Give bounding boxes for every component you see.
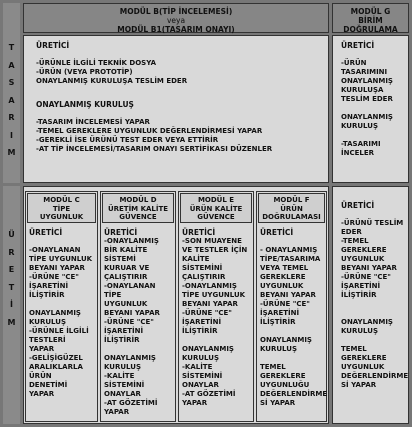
production-item: UYGUNLUĞU bbox=[260, 381, 310, 389]
module-d-body bbox=[104, 228, 173, 417]
production-item: KURUAR VE bbox=[104, 264, 150, 272]
production-item: GEREKLERE bbox=[260, 372, 306, 380]
module-title: MODÜL C bbox=[43, 196, 80, 204]
module-title: MODÜL E bbox=[197, 196, 235, 204]
side-letter: T bbox=[8, 282, 15, 292]
production-item: UYGUNLUK bbox=[260, 282, 304, 290]
uretici-label: ÜRETİCİ bbox=[36, 41, 70, 50]
side-letter: M bbox=[7, 148, 16, 157]
module-f-header bbox=[258, 193, 325, 223]
production-item: VEYA TEMEL bbox=[260, 264, 309, 272]
module-c-column bbox=[25, 191, 98, 422]
production-item: -ÜRÜNE "CE" bbox=[260, 300, 310, 308]
production-item: TİPE UYGUNLUK bbox=[182, 291, 246, 299]
production-item: DEĞERLENDİRME bbox=[260, 390, 328, 398]
side-letter: R bbox=[8, 247, 15, 257]
header-module-g-text bbox=[333, 4, 408, 34]
side-letter: E bbox=[8, 265, 15, 274]
production-item: -AT GÖZETİMİ bbox=[182, 390, 236, 398]
module-title: TİPE bbox=[52, 204, 71, 213]
design-item: İNCELER bbox=[341, 149, 375, 157]
production-item: UYGUNLUK bbox=[104, 300, 148, 308]
onaylanmis-kurulus-label: ONAYLANMIŞ bbox=[182, 345, 234, 353]
uretici-label: ÜRETİCİ bbox=[182, 228, 216, 237]
production-item: UYGUNLUK bbox=[341, 363, 385, 371]
production-item: İŞARETİNİ bbox=[341, 282, 381, 290]
production-item: SİSTEMİNİ bbox=[182, 372, 223, 380]
production-item: SİSTEMİNİ bbox=[104, 381, 145, 389]
module-title: DOĞRULAMASI bbox=[262, 213, 321, 221]
onaylanmis-kurulus-label: KURULUŞ bbox=[260, 345, 297, 353]
production-item: İŞARETİNİ bbox=[104, 327, 144, 335]
side-letter: R bbox=[8, 113, 15, 122]
module-title: MODÜL D bbox=[119, 196, 157, 204]
production-item: TEMEL bbox=[260, 363, 286, 371]
production-item: -ONAYLANMIŞ bbox=[182, 282, 237, 290]
design-item: -GEREKLİ İSE ÜRÜNÜ TEST EDER VEYA ETTİRİR bbox=[36, 136, 219, 144]
design-item: -ÜRÜN bbox=[341, 59, 367, 67]
header-module-b bbox=[23, 3, 329, 33]
production-item: ÇALIŞTIRIR bbox=[182, 273, 226, 281]
design-panel-module-g bbox=[332, 35, 409, 183]
header-module-b-text bbox=[24, 4, 328, 34]
onaylanmis-kurulus-label: KURULUŞ bbox=[182, 354, 219, 362]
production-item: SİSTEMİNİ bbox=[182, 264, 223, 272]
side-letter: M bbox=[7, 317, 16, 327]
module-f-body bbox=[260, 228, 328, 408]
onaylanmis-kurulus-label: ONAYLANMIŞ bbox=[104, 354, 156, 362]
design-item: -AT TİP İNCELEMESİ/TASARIM ONAYI SERTİFİKASI DÜZENLER bbox=[36, 145, 273, 153]
uretici-label: ÜRETİCİ bbox=[341, 201, 375, 210]
uretici-label: ÜRETİCİ bbox=[104, 228, 138, 237]
header-module-g bbox=[332, 3, 409, 33]
production-item: İŞARETİNİ bbox=[182, 318, 222, 326]
uretici-label: ÜRETİCİ bbox=[260, 228, 294, 237]
module-title: ÜRETİM KALİTE bbox=[107, 204, 169, 213]
onaylanmis-kurulus-label: KURULUŞ bbox=[341, 327, 378, 335]
production-item: BEYANI YAPAR bbox=[341, 264, 397, 272]
production-item: -GELİŞİGÜZEL bbox=[29, 354, 83, 362]
production-item: ARALIKLARLA bbox=[29, 363, 83, 371]
production-item: Sİ YAPAR bbox=[260, 399, 296, 407]
side-label-uretim-letters bbox=[3, 226, 20, 331]
production-item: -ONAYLANAN bbox=[104, 282, 156, 290]
header-line: MODÜL B(TİP İNCELEMESİ) bbox=[119, 7, 233, 16]
production-item: İLİŞTİRİR bbox=[341, 291, 377, 299]
production-item: -ÜRÜNE "CE" bbox=[341, 273, 391, 281]
production-item: BEYANI YAPAR bbox=[260, 291, 316, 299]
production-item: -KALİTE bbox=[182, 363, 213, 371]
side-letter: S bbox=[8, 78, 15, 87]
side-label-uretim bbox=[3, 186, 20, 424]
uretici-label: ÜRETİCİ bbox=[341, 41, 375, 50]
production-item: TİPE/TASARIMA bbox=[260, 255, 321, 263]
production-item: ÇALIŞTIRIR bbox=[104, 273, 148, 281]
production-item: VE TESTLER İÇİN bbox=[182, 246, 248, 254]
production-item: İLİŞTİRİR bbox=[182, 327, 218, 335]
onaylanmis-kurulus-label: KURULUŞ bbox=[29, 318, 66, 326]
production-panel-module-g bbox=[332, 186, 409, 424]
design-item: -TASARIMI bbox=[341, 140, 381, 148]
module-title: GÜVENCE bbox=[119, 213, 157, 221]
design-item: ONAYLANMIŞ bbox=[341, 77, 393, 85]
header-line: BİRİM bbox=[358, 16, 383, 25]
module-c-body bbox=[29, 228, 95, 399]
design-panel-module-b bbox=[23, 35, 329, 183]
production-item: YAPAR bbox=[182, 399, 208, 407]
header-line: veya bbox=[166, 16, 186, 25]
onaylanmis-kurulus-label: ONAYLANMIŞ bbox=[341, 113, 393, 121]
production-item: YAPAR bbox=[29, 390, 55, 398]
production-item: Sİ YAPAR bbox=[341, 381, 377, 389]
onaylanmis-kurulus-label: ONAYLANMIŞ bbox=[29, 309, 81, 317]
production-item: İLİŞTİRİR bbox=[29, 291, 65, 299]
onaylanmis-kurulus-label: ONAYLANMIŞ bbox=[260, 336, 312, 344]
production-item: -TEMEL bbox=[341, 237, 369, 245]
production-item: BEYANI YAPAR bbox=[182, 300, 238, 308]
production-item: YAPAR bbox=[29, 345, 55, 353]
production-item: KALİTE bbox=[182, 255, 210, 263]
design-item: -ÜRÜNLE İLGİLİ TEKNİK DOSYA bbox=[36, 59, 157, 67]
design-item: -TASARIM İNCELEMESİ YAPAR bbox=[36, 118, 150, 126]
uretici-label: ÜRETİCİ bbox=[29, 228, 63, 237]
module-d-column bbox=[100, 191, 176, 422]
production-item: ÜRÜN bbox=[29, 372, 52, 380]
production-item: -ÜRÜNLE İLGİLİ bbox=[29, 327, 89, 335]
side-label-tasarim-letters bbox=[3, 39, 20, 162]
side-label-tasarim bbox=[3, 3, 20, 183]
module-e-body bbox=[182, 228, 251, 408]
onaylanmis-kurulus-label: KURULUŞ bbox=[341, 122, 378, 130]
side-letter: İ bbox=[10, 300, 13, 309]
header-line: DOĞRULAMA bbox=[343, 25, 398, 34]
onaylanmis-kurulus-label: ONAYLANMIŞ KURULUŞ bbox=[36, 100, 134, 109]
production-item: GEREKLERE bbox=[341, 354, 387, 362]
production-item: İLİŞTİRİR bbox=[104, 336, 140, 344]
onaylanmis-kurulus-label: KURULUŞ bbox=[104, 363, 141, 371]
production-item: -ONAYLANAN bbox=[29, 246, 81, 254]
side-letter: A bbox=[8, 60, 15, 70]
module-title: MODÜL F bbox=[273, 196, 310, 204]
production-item: UYGUNLUK bbox=[341, 255, 385, 263]
production-item: -SON MUAYENE bbox=[182, 237, 242, 245]
production-item: BEYANI YAPAR bbox=[29, 264, 85, 272]
module-e-header bbox=[180, 193, 252, 223]
header-line: MODÜL G bbox=[350, 7, 391, 16]
module-f-column bbox=[256, 191, 327, 422]
production-item: GEREKLERE bbox=[341, 246, 387, 254]
production-item: -ÜRÜNE "CE" bbox=[29, 273, 79, 281]
production-item: EDER bbox=[341, 228, 362, 236]
production-item: -KALİTE bbox=[104, 372, 135, 380]
onaylanmis-kurulus-label: ONAYLANMIŞ bbox=[341, 318, 393, 326]
production-item: TESTLERİ bbox=[29, 336, 66, 344]
module-title: UYGUNLUK bbox=[39, 213, 84, 221]
production-item: İLİŞTİRİR bbox=[260, 318, 296, 326]
module-title: ÜRÜN KALİTE bbox=[189, 204, 243, 213]
production-item: -ÜRÜNE "CE" bbox=[104, 318, 154, 326]
design-item: TESLİM EDER bbox=[341, 95, 393, 103]
design-item: TASARIMINI bbox=[341, 68, 388, 76]
side-letter: Ü bbox=[8, 230, 15, 239]
production-item: -ÜRÜNÜ TESLİM bbox=[341, 219, 404, 227]
production-item: İŞARETİNİ bbox=[260, 309, 300, 317]
production-item: -AT GÖZETİMİ bbox=[104, 399, 158, 407]
production-item: ONAYLAR bbox=[104, 390, 141, 398]
production-item: TEMEL bbox=[341, 345, 367, 353]
side-letter: I bbox=[10, 130, 13, 140]
production-item: DEĞERLENDİRME bbox=[341, 372, 409, 380]
module-c-header bbox=[27, 193, 96, 223]
production-item: GEREKLERE bbox=[260, 273, 306, 281]
side-letter: A bbox=[8, 95, 15, 105]
production-item: BEYANI YAPAR bbox=[104, 309, 160, 317]
production-item: TİPE UYGUNLUK bbox=[29, 255, 93, 263]
side-letter: T bbox=[8, 43, 15, 52]
module-title: ÜRÜN bbox=[280, 204, 303, 213]
design-item: ONAYLANMIŞ KURULUŞA TESLİM EDER bbox=[36, 77, 188, 85]
production-item: -ÜRÜNE "CE" bbox=[182, 309, 232, 317]
module-e-column bbox=[178, 191, 254, 422]
production-item: TİPE bbox=[104, 291, 122, 299]
production-item: ONAYLAR bbox=[182, 381, 219, 389]
design-item: -ÜRÜN (VEYA PROTOTİP) bbox=[36, 68, 133, 76]
production-item: İŞARETİNİ bbox=[29, 282, 69, 290]
module-d-header bbox=[102, 193, 174, 223]
production-item: BİR KALİTE bbox=[104, 246, 148, 254]
production-item: - ONAYLANMIŞ bbox=[260, 246, 318, 254]
production-item: YAPAR bbox=[104, 408, 130, 416]
module-title: GÜVENCE bbox=[197, 213, 235, 221]
production-item: -ONAYLANMIŞ bbox=[104, 237, 159, 245]
design-item: KURULUŞA bbox=[341, 86, 384, 94]
production-item: SİSTEMİ bbox=[104, 255, 136, 263]
header-line: MODÜL B1(TASARIM ONAYI) bbox=[117, 25, 235, 34]
production-item: DENETİMİ bbox=[29, 381, 68, 389]
design-item: -TEMEL GEREKLERE UYGUNLUK DEĞERLENDİRMESİ YAPAR bbox=[36, 127, 263, 135]
